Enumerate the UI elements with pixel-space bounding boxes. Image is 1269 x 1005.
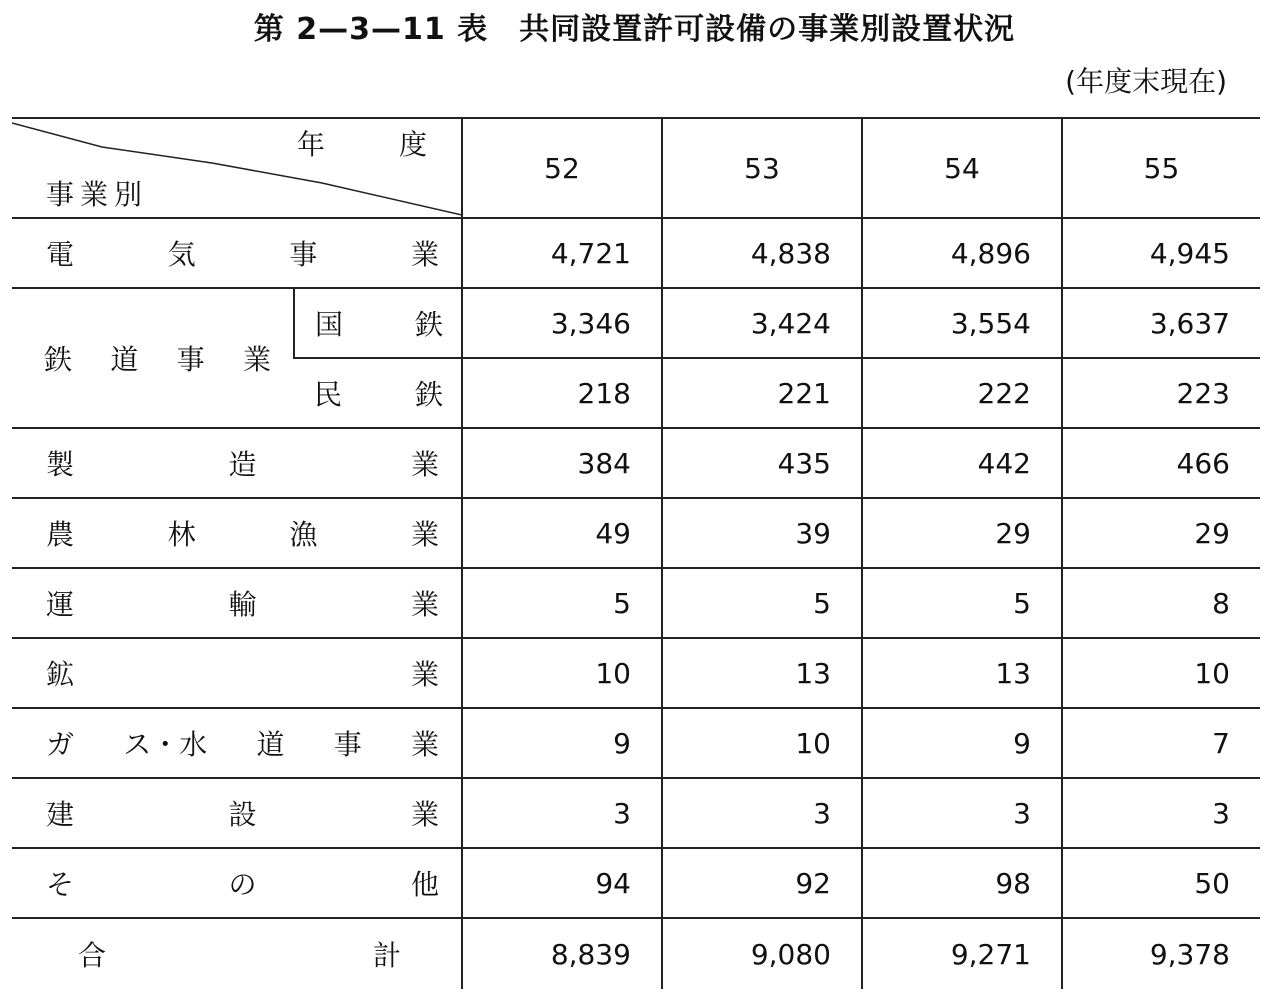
- row-label: 電 気 事 業: [12, 218, 462, 288]
- value-cell: 94: [462, 848, 662, 918]
- row-label: 農 林 漁 業: [12, 498, 462, 568]
- row-label: 鉱 業: [12, 638, 462, 708]
- table-row: [12, 568, 1260, 638]
- value-cell: 222: [862, 358, 1062, 428]
- value-cell: 3: [862, 778, 1062, 848]
- value-cell: 39: [662, 498, 862, 568]
- table-row: [12, 428, 1260, 498]
- header-row: [12, 118, 1260, 218]
- table-row: [12, 708, 1260, 778]
- value-cell: 218: [462, 358, 662, 428]
- row-label: ガ ス・水 道 事 業: [12, 708, 462, 778]
- table-row: [12, 288, 1260, 358]
- as-of-note: (年度末現在): [1065, 65, 1227, 98]
- total-value-cell: 8,839: [462, 918, 662, 989]
- value-cell: 29: [862, 498, 1062, 568]
- value-cell: 5: [662, 568, 862, 638]
- value-cell: 3,424: [662, 288, 862, 358]
- year-header: 54: [862, 118, 1062, 218]
- value-cell: 92: [662, 848, 862, 918]
- value-cell: 7: [1062, 708, 1260, 778]
- row-label: 建 設 業: [12, 778, 462, 848]
- year-axis-label: 年 度: [297, 128, 427, 161]
- total-value-cell: 9,271: [862, 918, 1062, 989]
- value-cell: 442: [862, 428, 1062, 498]
- value-cell: 435: [662, 428, 862, 498]
- table-row: [12, 778, 1260, 848]
- value-cell: 3: [462, 778, 662, 848]
- value-cell: 3,554: [862, 288, 1062, 358]
- value-cell: 4,896: [862, 218, 1062, 288]
- table-row: [12, 848, 1260, 918]
- value-cell: 3,346: [462, 288, 662, 358]
- row-label: 運 輸 業: [12, 568, 462, 638]
- total-row: [12, 918, 1260, 989]
- value-cell: 3: [1062, 778, 1260, 848]
- group-label-railway: 鉄 道 事 業: [12, 288, 294, 428]
- value-cell: 10: [462, 638, 662, 708]
- value-cell: 4,838: [662, 218, 862, 288]
- value-cell: 223: [1062, 358, 1260, 428]
- row-label: そ の 他: [12, 848, 462, 918]
- value-cell: 9: [862, 708, 1062, 778]
- total-value-cell: 9,080: [662, 918, 862, 989]
- year-header: 55: [1062, 118, 1260, 218]
- value-cell: 466: [1062, 428, 1260, 498]
- value-cell: 10: [662, 708, 862, 778]
- table-row: [12, 498, 1260, 568]
- value-cell: 5: [462, 568, 662, 638]
- value-cell: 9: [462, 708, 662, 778]
- value-cell: 98: [862, 848, 1062, 918]
- total-value-cell: 9,378: [1062, 918, 1260, 989]
- value-cell: 221: [662, 358, 862, 428]
- value-cell: 4,721: [462, 218, 662, 288]
- value-cell: 13: [862, 638, 1062, 708]
- value-cell: 10: [1062, 638, 1260, 708]
- table-title: 第 2—3—11 表 共同設置許可設備の事業別設置状況: [253, 12, 1016, 47]
- value-cell: 29: [1062, 498, 1260, 568]
- value-cell: 49: [462, 498, 662, 568]
- value-cell: 3,637: [1062, 288, 1260, 358]
- value-cell: 3: [662, 778, 862, 848]
- value-cell: 384: [462, 428, 662, 498]
- value-cell: 50: [1062, 848, 1260, 918]
- business-axis-label: 事業別: [46, 178, 149, 211]
- value-cell: 13: [662, 638, 862, 708]
- year-header: 53: [662, 118, 862, 218]
- row-label: 製 造 業: [12, 428, 462, 498]
- installation-table: [12, 117, 1260, 989]
- sub-label: 国 鉄: [294, 288, 462, 358]
- diagonal-header-cell: [12, 118, 462, 218]
- table-row: [12, 218, 1260, 288]
- sub-label: 民 鉄: [294, 358, 462, 428]
- total-label: 合 計: [78, 939, 401, 972]
- value-cell: 4,945: [1062, 218, 1260, 288]
- value-cell: 5: [862, 568, 1062, 638]
- year-header: 52: [462, 118, 662, 218]
- table-row: [12, 638, 1260, 708]
- value-cell: 8: [1062, 568, 1260, 638]
